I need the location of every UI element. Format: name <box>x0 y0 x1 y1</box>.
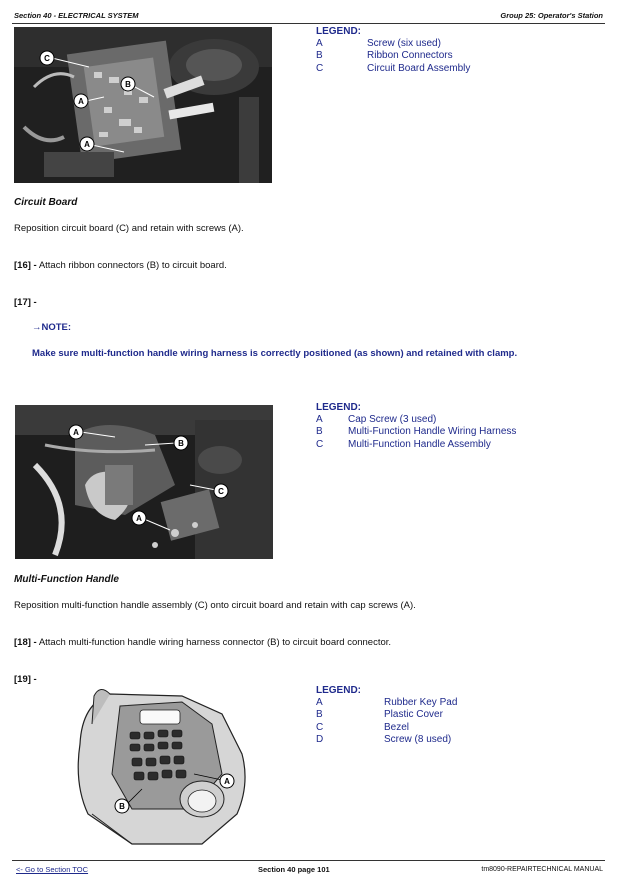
note-text: Make sure multi-function handle wiring harness is correctly positioned (as shown) and retained with clamp. <box>32 348 518 359</box>
legend-row <box>316 697 606 709</box>
legend-key: C <box>316 62 324 74</box>
legend-key: B <box>316 426 323 438</box>
legend-label: Bezel <box>384 721 410 733</box>
section-header: Section 40 - ELECTRICAL SYSTEM <box>14 11 139 20</box>
callout-a-label: A <box>78 97 84 106</box>
legend-title: LEGEND: <box>316 26 361 37</box>
figure-2-caption: Multi-Function Handle <box>14 574 119 585</box>
note-label: →NOTE: <box>32 322 72 333</box>
legend-figure-2 <box>316 402 606 451</box>
legend-key: C <box>316 438 324 450</box>
legend-row <box>316 38 606 50</box>
legend-row <box>316 50 606 62</box>
legend-key: D <box>316 733 324 745</box>
step-number: [16] - <box>14 260 37 271</box>
legend-label: Multi-Function Handle Wiring Harness <box>348 426 517 438</box>
step-17 <box>14 297 37 308</box>
step-19 <box>14 674 37 685</box>
step-number: [17] - <box>14 297 37 308</box>
legend-label: Multi-Function Handle Assembly <box>348 438 491 450</box>
key-pad-drawing <box>72 684 252 847</box>
legend-label: Cap Screw (3 used) <box>348 414 437 426</box>
legend-key: B <box>316 709 323 721</box>
manual-name: tm8090-REPAIRTECHNICAL MANUAL <box>481 866 603 873</box>
multi-function-handle-photo <box>15 405 273 559</box>
step-number: [19] - <box>14 674 37 685</box>
callout-b-label: B <box>119 802 125 811</box>
legend-row <box>316 414 606 426</box>
group-header: Group 25: Operator's Station <box>500 11 603 20</box>
legend-row <box>316 439 606 451</box>
instruction-text-1: Reposition circuit board (C) and retain with screws (A). <box>14 223 244 234</box>
step-16 <box>14 260 227 271</box>
callout-b-label: B <box>178 439 184 448</box>
step-number: [18] - <box>14 637 37 648</box>
legend-row <box>316 734 606 746</box>
legend-label: Ribbon Connectors <box>367 50 453 62</box>
step-text: Attach ribbon connectors (B) to circuit board. <box>36 260 227 271</box>
legend-figure-1 <box>316 26 606 75</box>
page-number: Section 40 page 101 <box>258 865 330 874</box>
callout-a-label: A <box>224 777 230 786</box>
legend-title: LEGEND: <box>316 402 361 413</box>
callout-c-label: C <box>44 54 50 63</box>
callout-c-label: C <box>218 487 224 496</box>
legend-title: LEGEND: <box>316 685 361 696</box>
legend-key: B <box>316 50 323 62</box>
legend-row <box>316 709 606 721</box>
header-rule <box>12 23 605 24</box>
legend-row <box>316 722 606 734</box>
legend-key: A <box>316 697 323 709</box>
callout-a-label: A <box>136 514 142 523</box>
legend-label: Screw (8 used) <box>384 733 452 745</box>
callout-b-label: B <box>125 80 131 89</box>
step-18 <box>14 637 391 648</box>
legend-key: A <box>316 38 323 50</box>
legend-label: Circuit Board Assembly <box>367 62 471 74</box>
legend-label: Plastic Cover <box>384 709 443 721</box>
legend-label: Screw (six used) <box>367 38 441 50</box>
instruction-text-2: Reposition multi-function handle assembly (C) onto circuit board and retain with cap screws (A). <box>14 600 416 611</box>
legend-key: C <box>316 721 324 733</box>
callout-a-label: A <box>84 140 90 149</box>
figure-1-caption: Circuit Board <box>14 197 78 208</box>
legend-label: Rubber Key Pad <box>384 697 458 709</box>
step-text: Attach multi-function handle wiring harness connector (B) to circuit board connector. <box>36 637 392 648</box>
legend-row <box>316 426 606 438</box>
legend-figure-3 <box>316 685 606 746</box>
footer-rule <box>12 860 605 861</box>
legend-row <box>316 63 606 75</box>
circuit-board-photo <box>14 27 272 183</box>
go-to-section-toc-link[interactable]: <- Go to Section TOC <box>16 865 89 874</box>
callout-a-label: A <box>73 428 79 437</box>
legend-key: A <box>316 414 323 426</box>
